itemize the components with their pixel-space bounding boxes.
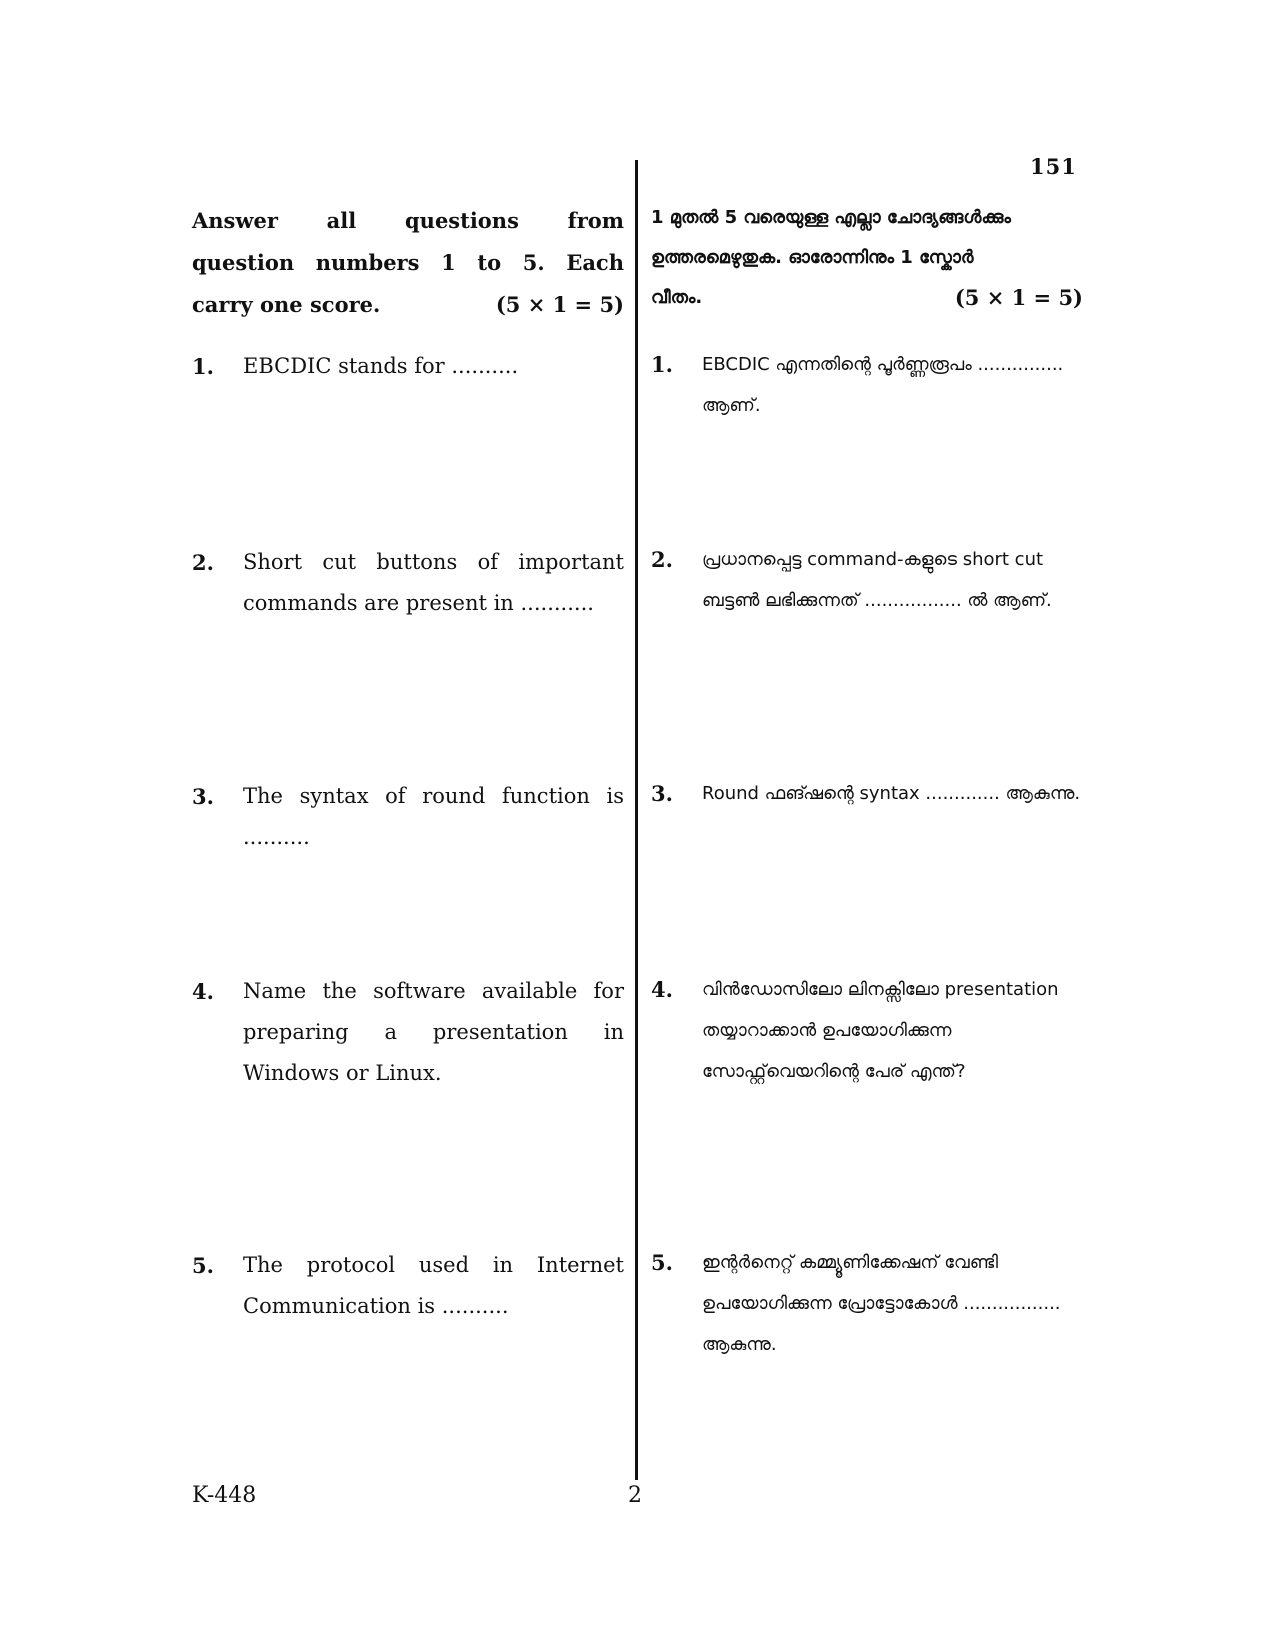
instruction-malayalam bbox=[651, 198, 1083, 318]
question-1 bbox=[192, 346, 624, 387]
instruction-line: ഉത്തരമെഴുതുക. ഓരോന്നിനും 1 സ്കോർ bbox=[651, 247, 974, 268]
question-number: 4. bbox=[651, 977, 673, 1002]
question-text: EBCDIC stands for .......... bbox=[243, 354, 519, 378]
question-text: Name the software available for preparing a presentation in Windows or Linux. bbox=[243, 979, 624, 1085]
question-number: 3. bbox=[651, 781, 673, 806]
instruction-line: question numbers 1 to 5. Each bbox=[192, 250, 624, 275]
score-marker: (5 × 1 = 5) bbox=[954, 285, 1083, 310]
page-code: 151 bbox=[1030, 154, 1077, 179]
question-number: 5. bbox=[651, 1250, 673, 1275]
question-number: 1. bbox=[192, 354, 214, 379]
question-text: EBCDIC എന്നതിന്റെ പൂർണ്ണരൂപം ............... ആണ്. bbox=[702, 354, 1064, 416]
page-number: 2 bbox=[628, 1483, 642, 1508]
question-5-ml bbox=[651, 1242, 1083, 1365]
question-text: ഇന്റർനെറ്റ് കമ്മ്യൂണിക്കേഷന് വേണ്ടി ഉപയോഗിക്കുന്ന പ്രോട്ടോകോൾ ................. ആകുന്നു. bbox=[702, 1252, 1061, 1355]
question-number: 1. bbox=[651, 352, 673, 377]
question-text: The protocol used in Internet Communication is .......... bbox=[243, 1253, 624, 1318]
question-number: 2. bbox=[651, 547, 673, 572]
instruction-line: carry one score. bbox=[192, 292, 381, 317]
question-4-ml bbox=[651, 969, 1083, 1092]
question-2-ml bbox=[651, 539, 1083, 621]
question-number: 4. bbox=[192, 979, 214, 1004]
question-text: Round ഫങ്ഷന്റെ syntax ............. ആകുന്നു. bbox=[702, 783, 1081, 804]
question-5 bbox=[192, 1245, 624, 1327]
question-3-ml bbox=[651, 773, 1083, 814]
question-2 bbox=[192, 542, 624, 624]
question-text: പ്രധാനപ്പെട്ട command-കളുടെ short cut ബട്ടൺ ലഭിക്കുന്നത് ................. ൽ ആണ്. bbox=[702, 549, 1052, 611]
question-3 bbox=[192, 776, 624, 858]
question-number: 2. bbox=[192, 550, 214, 575]
question-4 bbox=[192, 971, 624, 1094]
question-1-ml bbox=[651, 344, 1083, 426]
instruction-line: Answer all questions from bbox=[192, 208, 624, 233]
question-number: 5. bbox=[192, 1253, 214, 1278]
instruction-line: 1 മുതൽ 5 വരെയുള്ള എല്ലാ ചോദ്യങ്ങൾക്കും bbox=[651, 207, 1011, 228]
question-text: വിൻഡോസിലോ ലിനക്സിലോ presentation തയ്യാറാക്കാൻ ഉപയോഗിക്കുന്ന സോഫ്റ്റ്‌വെയറിന്റെ പേര് എന്ത്? bbox=[702, 979, 1059, 1082]
instruction-english bbox=[192, 200, 624, 326]
score-marker: (5 × 1 = 5) bbox=[495, 292, 624, 317]
question-text: Short cut buttons of important commands are present in ........... bbox=[243, 550, 624, 615]
column-divider bbox=[635, 160, 638, 1480]
instruction-line: വീതം. bbox=[651, 287, 703, 308]
question-text: The syntax of round function is .......... bbox=[243, 784, 624, 849]
paper-code: K-448 bbox=[192, 1483, 257, 1508]
question-number: 3. bbox=[192, 784, 214, 809]
